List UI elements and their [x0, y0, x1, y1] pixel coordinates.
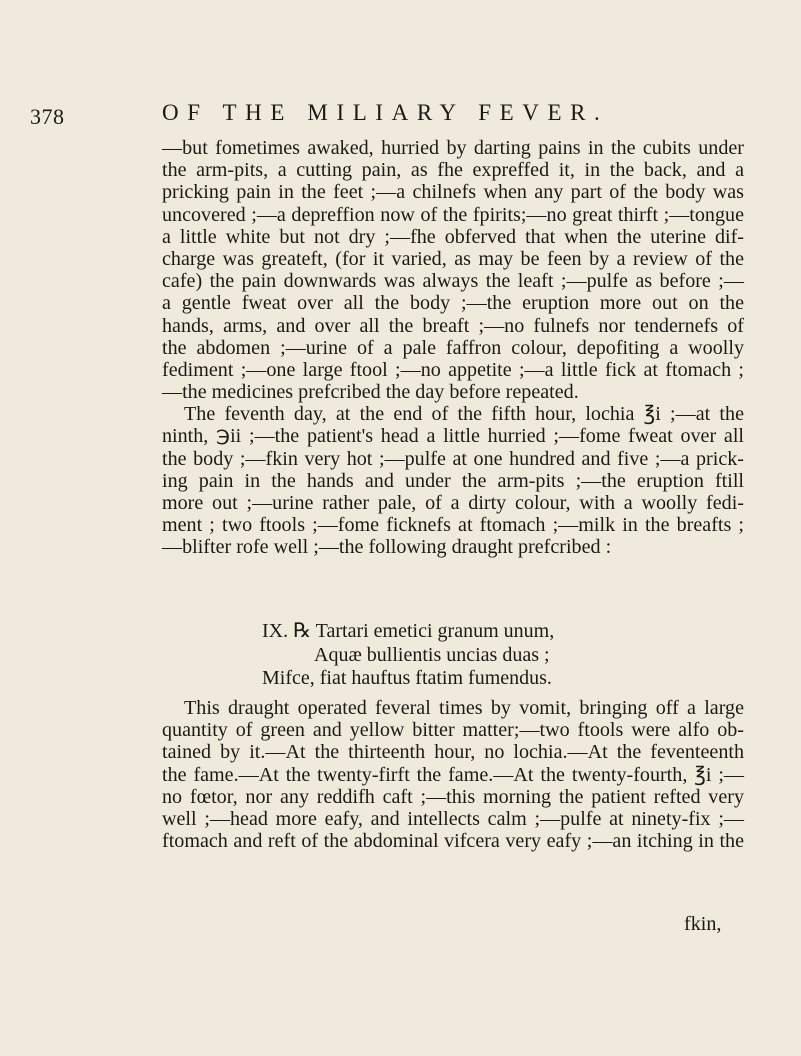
text-line: cafe) the pain downwards was always the leaft ;—pulfe as before ;— — [162, 270, 744, 293]
text-line: hands, arms, and over all the breaft ;—no fulnefs nor tendernefs of — [162, 314, 744, 337]
text-line: tained by it.—At the thirteenth hour, no lochia.—At the feventeenth — [162, 741, 744, 764]
catchword: fkin, — [684, 913, 722, 935]
text-line: more out ;—urine rather pale, of a dirty colour, with a woolly fedi- — [162, 492, 744, 514]
text-line: ment ; two ftools ;—fome ficknefs at ftomach ;—milk in the breafts ; — [162, 514, 744, 537]
text-line: no fœtor, nor any reddifh caft ;—this morning the patient refted very — [162, 785, 744, 808]
text-line: the fame.—At the twenty-firft the fame.—At the twenty-fourth, ℥i ;— — [162, 763, 744, 786]
text-line: ing pain in the hands and under the arm-pits ;—the eruption ftill — [162, 469, 744, 492]
text-line: the arm-pits, a cutting pain, as fhe expreffed it, in the back, and a — [162, 159, 744, 182]
prescription-line: Aquæ bullientis uncias duas ; — [314, 643, 550, 666]
prescription — [262, 620, 554, 691]
text-line: —but fometimes awaked, hurried by darting pains in the cubits under — [162, 137, 744, 159]
text-line: This draught operated feveral times by vomit, bringing off a large — [184, 697, 744, 719]
prescription-line: IX. ℞ Tartari emetici granum unum, — [262, 620, 555, 642]
text-line: a little white but not dry ;—fhe obferved that when the uterine dif- — [162, 225, 744, 248]
text-line: ninth, ℈ii ;—the patient's head a little hurried ;—fome fweat over all — [162, 425, 744, 448]
text-line: the body ;—fkin very hot ;—pulfe at one hundred and five ;—a prick- — [162, 447, 744, 470]
main-text-continued — [162, 697, 744, 852]
text-line: a gentle fweat over all the body ;—the eruption more out on the — [162, 292, 744, 315]
running-head: OF THE MILIARY FEVER. — [162, 100, 609, 125]
text-line: charge was greateft, (for it varied, as may be feen by a review of the — [162, 247, 744, 270]
text-line: the abdomen ;—urine of a pale faffron colour, depofiting a woolly — [162, 336, 744, 359]
text-line: —the medicines prefcribed the day before repeated. — [162, 381, 579, 404]
text-line: pricking pain in the feet ;—a chilnefs when any part of the body was — [162, 181, 744, 204]
text-line: The feventh day, at the end of the fifth hour, lochia ℥i ;—at the — [184, 403, 744, 426]
page-number: 378 — [30, 104, 65, 129]
text-line: fediment ;—one large ftool ;—no appetite ;—a little fick at ftomach ; — [162, 358, 744, 381]
text-line: —blifter rofe well ;—the following draught prefcribed : — [162, 536, 612, 559]
text-line: well ;—head more eafy, and intellects calm ;—pulfe at ninety-fix ;— — [162, 807, 744, 830]
main-text — [162, 137, 744, 559]
prescription-line: Mifce, fiat hauftus ftatim fumendus. — [262, 667, 552, 689]
text-line: uncovered ;—a depreffion now of the fpirits;—no great thirft ;—tongue — [162, 203, 744, 226]
text-line: quantity of green and yellow bitter matter;—two ftools were alfo ob- — [162, 719, 744, 742]
text-line: ftomach and reft of the abdominal vifcera very eafy ;—an itching in the — [162, 830, 744, 853]
